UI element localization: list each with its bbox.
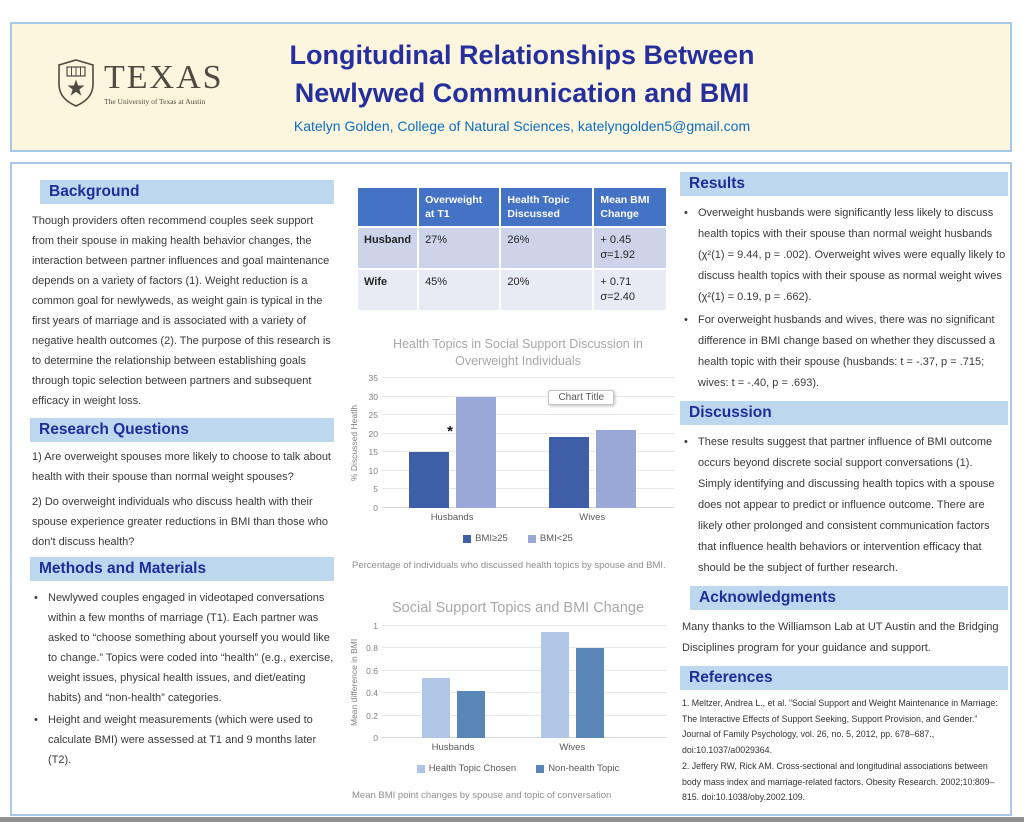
results-list [684, 203, 1008, 394]
bmi-mean: + 0.71 [600, 276, 632, 288]
y-tick-label: 0.8 [366, 643, 378, 654]
results-bullet-1: • Overweight husbands were significantly less likely to discuss health topics with their spouse than normal weight husbands (χ²(1) = 9.44, p = .002). Overweight wives were equally likely to discuss health topics with their spouse as normal weight wives (χ²(1) = 0.19, p = .662). [684, 203, 1008, 308]
table-header-discussed: Health Topic Discussed [500, 187, 593, 227]
section-header-discussion: Discussion [680, 401, 1008, 425]
logo-wordmark: TEXAS [104, 58, 224, 96]
bmi-sd: σ=1.92 [600, 249, 635, 261]
x-axis-label: Husbands [431, 742, 475, 753]
poster-title-line2: Newlywed Communication and BMI [294, 78, 750, 108]
y-tick-label: 0.6 [366, 665, 378, 676]
bar-husbands-series1 [409, 452, 449, 508]
gridline [382, 670, 666, 671]
poster-header [10, 22, 1012, 152]
texas-shield-icon [56, 58, 96, 108]
gridline [382, 625, 666, 626]
legend-item [536, 763, 619, 774]
legend-swatch-icon [536, 765, 544, 773]
legend-label: BMI<25 [539, 533, 573, 544]
chart1-y-ticks [360, 373, 382, 513]
chart2-y-axis-label: Mean difference in BMI [349, 638, 359, 726]
y-tick-label: 20 [368, 428, 378, 439]
section-header-results: Results [680, 172, 1008, 196]
background-text: Though providers often recommend couples seek support from their spouse in making health behavior changes, the interaction between partner influences and goal maintenance depends on a variety of factors (1). Weight reduction is a common goal for newlyweds, as weight gain is typical in the first years of marriage and is associated with a variety of negative health outcomes (2). The purpose of this research is to determine the relationship between establishing goals through topic selection between partners and subsequent efficacy in weight loss. [32, 215, 331, 407]
chart2-y-ticks [360, 621, 382, 743]
chart2-caption: Mean BMI point changes by spouse and topic of conversation [352, 790, 612, 801]
middle-column [348, 180, 688, 801]
chart-title-overlay: Chart Title [548, 390, 614, 405]
chart2-legend [348, 763, 688, 774]
research-question-1: 1) Are overweight spouses more likely to choose to talk about health with their spouse than normal weight spouses? [32, 451, 331, 483]
bmi-mean: + 0.45 [600, 234, 632, 246]
y-tick-label: 25 [368, 410, 378, 421]
poster-body [10, 162, 1012, 816]
table-header-bmi-change: Mean BMI Change [593, 187, 667, 227]
table-cell-discussed: 26% [500, 227, 593, 269]
bar-husbands-series2 [456, 397, 496, 508]
table-cell-bmi-change [593, 227, 667, 269]
methods-bullet-1: • Newlywed couples engaged in videotaped conversations within a few months of marriage (T1). Each partner was asked to “choose something about yourself you would like to change.” Topics were coded into “health” (e.g., exercise, weight issues, physical health issues, and diet/eating habits) and “non-health” categories. [34, 588, 334, 708]
legend-label: Health Topic Chosen [428, 763, 517, 774]
y-tick-label: 10 [368, 465, 378, 476]
bar-wives-series2 [576, 648, 604, 738]
legend-item [417, 763, 517, 774]
gridline [382, 377, 674, 378]
table-row [357, 227, 667, 269]
y-tick-label: 1 [373, 621, 378, 631]
bar-husbands-series2 [457, 691, 485, 738]
methods-bullet-2: • Height and weight measurements (which were used to calculate BMI) were assessed at T1 and 9 months later (T2). [34, 710, 334, 770]
window-bottom-edge [0, 817, 1024, 822]
references-list [682, 696, 1006, 806]
discussion-bullet-1: • These results suggest that partner influence of BMI outcome occurs beyond discrete social support conversations (1). Simply identifying and discussing health topics with a spouse does not appear to predict or influence outcome. There are likely other prolonged and consistent communication factors that influence health behaviors or intervention efficacy that should be the subject of further research. [684, 432, 1008, 579]
chart1-title: Health Topics in Social Support Discussion in Overweight Individuals [393, 337, 643, 368]
table-header-row [357, 187, 667, 227]
reference-item-1: 1. Meltzer, Andrea L., et al. “Social Support and Weight Maintenance in Marriage: The Interactive Effects of Support Seeking, Support Provision, and Gender.” Journal of Family Psychology, vol. 26, no. 5, 2012, pp. 678–687., doi:10.1037/a0029364. [682, 698, 998, 755]
chart1-legend [348, 533, 688, 544]
y-tick-label: 0 [373, 733, 378, 743]
discussion-list [684, 432, 1008, 579]
logo-tagline: The University of Texas at Austin [104, 96, 206, 106]
table-cell-overweight: 27% [418, 227, 500, 269]
chart1-plot-area [382, 378, 674, 508]
legend-swatch-icon [528, 535, 536, 543]
university-logo [56, 58, 224, 108]
acknowledgments-text: Many thanks to the Williamson Lab at UT Austin and the Bridging Disciplines program for your guidance and support. [682, 621, 999, 654]
gridline [382, 396, 674, 397]
chart2-title: Social Support Topics and BMI Change [391, 600, 645, 616]
section-header-background: Background [40, 180, 334, 204]
x-axis-label: Wives [579, 512, 606, 523]
reference-item-2: 2. Jeffery RW, Rick AM. Cross-sectional and longitudinal associations between body mass index and marriage-related factors. Obesity Research. 2002;10:809–815. doi:10.1038/oby.2002.109. [682, 761, 995, 802]
section-header-acknowledgments: Acknowledgments [690, 586, 1008, 610]
table-header-overweight: Overweight at T1 [418, 187, 500, 227]
table-cell-bmi-change [593, 269, 667, 311]
legend-swatch-icon [463, 535, 471, 543]
poster-title [222, 36, 822, 112]
chart-health-topics [348, 336, 688, 544]
legend-swatch-icon [417, 765, 425, 773]
chart2-plot-area [382, 626, 666, 738]
chart1-y-axis-label: % Discussed Heatlh [349, 404, 359, 482]
y-tick-label: 0.4 [366, 688, 378, 699]
section-header-references: References [680, 666, 1008, 690]
y-tick-label: 5 [373, 484, 378, 495]
table-cell-overweight: 45% [418, 269, 500, 311]
chart1-caption: Percentage of individuals who discussed health topics by spouse and BMI. [352, 560, 666, 571]
gridline [382, 414, 674, 415]
table-header-blank [357, 187, 418, 227]
table-cell-discussed: 20% [500, 269, 593, 311]
legend-label: Non-health Topic [548, 763, 620, 774]
y-tick-label: 0.2 [366, 710, 378, 721]
y-tick-label: 35 [368, 373, 378, 383]
x-axis-label: Husbands [430, 512, 474, 523]
y-tick-label: 0 [373, 503, 378, 513]
chart-bmi-change [348, 599, 688, 774]
methods-list [34, 588, 334, 770]
y-tick-label: 30 [368, 391, 378, 402]
y-tick-label: 15 [368, 447, 378, 458]
bmi-sd: σ=2.40 [600, 291, 635, 303]
legend-item [463, 533, 508, 544]
table-cell-label: Wife [357, 269, 418, 311]
chart2-x-labels [382, 742, 666, 757]
summary-table [356, 186, 668, 312]
table-row [357, 269, 667, 311]
chart1-x-labels [382, 512, 674, 527]
legend-item [528, 533, 573, 544]
x-axis-label: Wives [559, 742, 586, 753]
section-header-research-questions: Research Questions [30, 418, 334, 442]
left-column [30, 180, 334, 777]
section-header-methods: Methods and Materials [30, 557, 334, 581]
significance-asterisk: * [447, 422, 453, 440]
bar-wives-series2 [596, 430, 636, 508]
poster-author: Katelyn Golden, College of Natural Sciences, katelyngolden5@gmail.com [293, 118, 751, 134]
results-bullet-2: • For overweight husbands and wives, there was no significant difference in BMI change based on whether they discussed a health topic with their spouse (husbands: t = -.37, p = .715; wives: t = -.40, p = .693). [684, 310, 1008, 394]
right-column [680, 172, 1008, 812]
bar-wives-series1 [541, 632, 569, 738]
bar-husbands-series1 [422, 678, 450, 738]
gridline [382, 647, 666, 648]
bar-wives-series1 [549, 437, 589, 508]
research-question-2: 2) Do overweight individuals who discuss health with their spouse experience greater reductions in BMI than those who don't discuss health? [32, 496, 328, 548]
legend-label: BMI≥25 [475, 533, 508, 544]
table-cell-label: Husband [357, 227, 418, 269]
poster-title-line1: Longitudinal Relationships Between [289, 40, 755, 70]
